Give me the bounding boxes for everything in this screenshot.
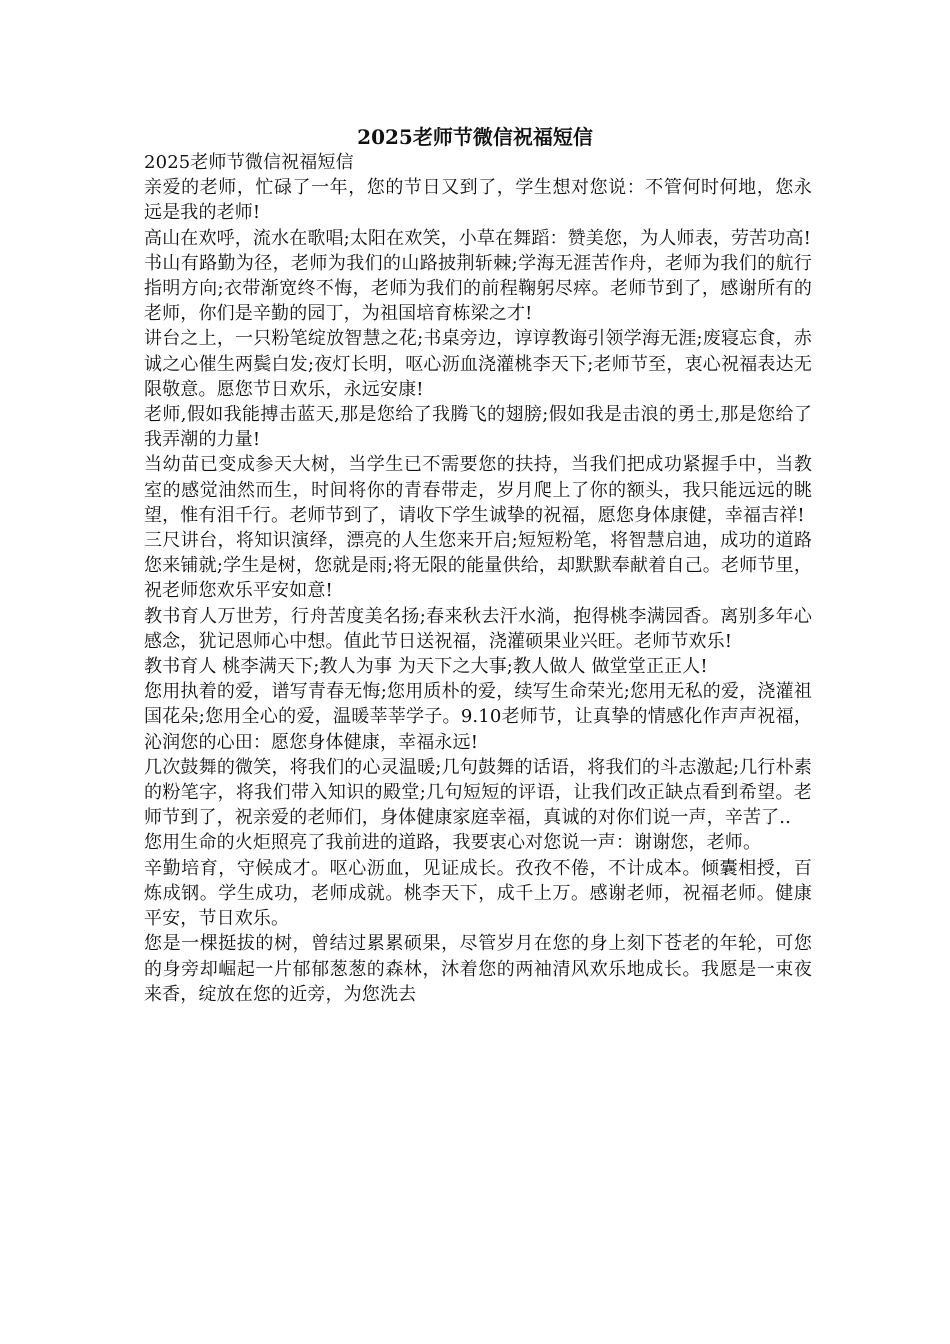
paragraph: 教书育人 桃李满天下;教人为事 为天下之大事;教人做人 做堂堂正正人! — [144, 656, 708, 678]
paragraph: 几次鼓舞的微笑，将我们的心灵温暖;几句鼓舞的话语，将我们的斗志激起;几行朴素的粉笔字，将我们带入知识的殿堂;几句短短的评语，让我们改正缺点看到希望。老师节到了，祝亲爱的老师们，身体健康家庭幸福，真诚的对你们说一声，辛苦了.. — [144, 756, 812, 829]
document-title: 2025老师节微信祝福短信 — [357, 125, 593, 149]
paragraph: 三尺讲台，将知识演绎，漂亮的人生您来开启;短短粉笔，将智慧启迪，成功的道路您来铺就;学生是树，您就是雨;将无限的能量供给，却默默奉献着自己。老师节里，祝老师您欢乐平安如意! — [144, 530, 812, 602]
document-body — [144, 150, 812, 1007]
paragraph: 亲爱的老师，忙碌了一年，您的节日又到了，学生想对您说：不管何时何地，您永远是我的老师! — [144, 177, 812, 224]
paragraph: 教书育人万世芳，行舟苦度美名扬;春来秋去汗水淌，抱得桃李满园香。离别多年心感念，犹记恩师心中想。值此节日送祝福，浇灌硕果业兴旺。老师节欢乐! — [144, 605, 812, 652]
paragraph: 高山在欢呼，流水在歌唱;太阳在欢笑，小草在舞蹈：赞美您，为人师表，劳苦功高! — [144, 227, 811, 249]
paragraph: 您是一棵挺拔的树，曾结过累累硕果，尽管岁月在您的身上刻下苍老的年轮，可您的身旁却崛起一片郁郁葱葱的森林，沐着您的两袖清风欢乐地成长。我愿是一束夜来香，绽放在您的近旁，为您洗去 — [144, 933, 812, 1005]
paragraph: 老师,假如我能搏击蓝天,那是您给了我腾飞的翅膀;假如我是击浪的勇士,那是您给了我弄潮的力量! — [144, 404, 812, 451]
paragraph: 当幼苗已变成参天大树，当学生已不需要您的扶持，当我们把成功紧握手中，当教室的感觉油然而生，时间将你的青春带走，岁月爬上了你的额头，我只能远远的眺望，惟有泪千行。老师节到了，请收下学生诚挚的祝福，愿您身体康健，幸福吉祥! — [144, 454, 812, 526]
paragraph: 您用执着的爱，谱写青春无悔;您用质朴的爱，续写生命荣光;您用无私的爱，浇灌祖国花朵;您用全心的爱，温暖莘莘学子。9.10老师节，让真挚的情感化作声声祝福，沁润您的心田：愿您身体健康，幸福永远! — [144, 681, 812, 753]
paragraph: 辛勤培育，守候成才。呕心沥血，见证成长。孜孜不倦，不计成本。倾囊相授，百炼成钢。学生成功，老师成就。桃李天下，成千上万。感谢老师，祝福老师。健康平安，节日欢乐。 — [144, 857, 812, 930]
paragraph: 书山有路勤为径，老师为我们的山路披荆斩棘;学海无涯苦作舟，老师为我们的航行指明方向;衣带渐宽终不悔，老师为我们的前程鞠躬尽瘁。老师节到了，感谢所有的老师，你们是辛勤的园丁，为祖国培育栋梁之才! — [144, 252, 812, 325]
paragraph: 您用生命的火炬照亮了我前进的道路，我要衷心对您说一声：谢谢您，老师。 — [144, 832, 762, 854]
paragraph: 2025老师节微信祝福短信 — [144, 152, 354, 173]
paragraph: 讲台之上，一只粉笔绽放智慧之花;书桌旁边，谆谆教诲引领学海无涯;废寝忘食，赤诚之心催生两鬓白发;夜灯长明，呕心沥血浇灌桃李天下;老师节至，衷心祝福表达无限敬意。愿您节日欢乐，永远安康! — [144, 328, 812, 400]
